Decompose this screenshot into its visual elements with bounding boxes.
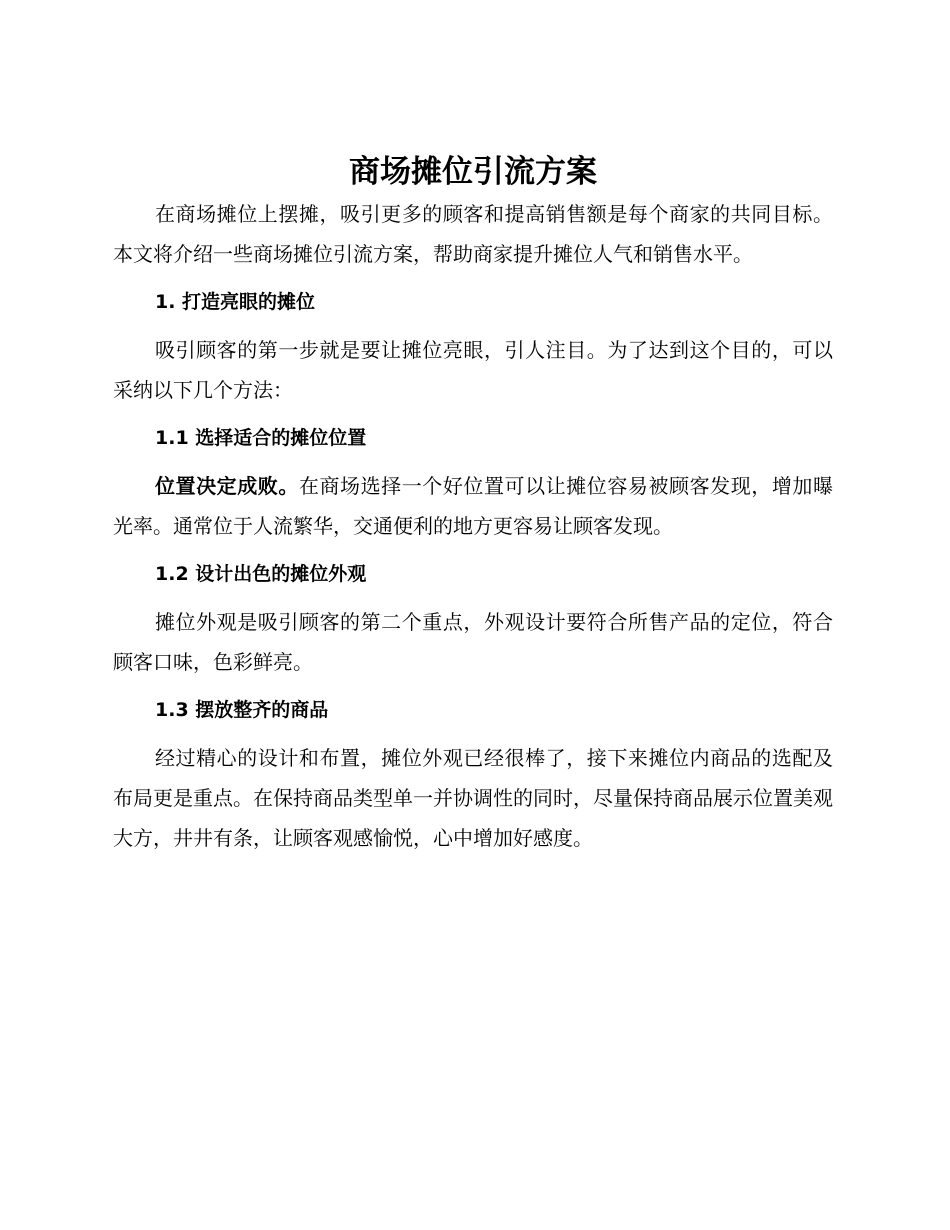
- section-1-3-paragraph: 经过精心的设计和布置，摊位外观已经很棒了，接下来摊位内商品的选配及布局更是重点。在保持商品类型单一并协调性的同时，尽量保持商品展示位置美观大方，井井有条，让顾客观感愉悦，心中增加好感度。: [113, 746, 833, 850]
- section-1-heading: 1. 打造亮眼的摊位: [155, 291, 316, 313]
- section-1-2-heading: 1.2 设计出色的摊位外观: [155, 563, 367, 585]
- section-1-1-text: 在商场选择一个好位置可以让摊位容易被顾客发现，增加曝光率。通常位于人流繁华，交通便利的地方更容易让顾客发现。: [113, 474, 833, 538]
- section-1-paragraph: 吸引顾客的第一步就是要让摊位亮眼，引人注目。为了达到这个目的，可以采纳以下几个方法：: [113, 338, 833, 402]
- section-1-1-heading: 1.1 选择适合的摊位位置: [155, 427, 367, 449]
- section-1-1-lead: 位置决定成败。: [155, 474, 299, 498]
- section-1-1-paragraph: [113, 466, 833, 546]
- section-1-3-heading: 1.3 摆放整齐的商品: [155, 699, 329, 721]
- section-1-2-paragraph: 摊位外观是吸引顾客的第二个重点，外观设计要符合所售产品的定位，符合顾客口味，色彩鲜亮。: [113, 610, 833, 674]
- document-body: [113, 150, 833, 858]
- document-title: 商场摊位引流方案: [349, 154, 597, 190]
- intro-paragraph: 在商场摊位上摆摊，吸引更多的顾客和提高销售额是每个商家的共同目标。本文将介绍一些商场摊位引流方案，帮助商家提升摊位人气和销售水平。: [113, 202, 833, 266]
